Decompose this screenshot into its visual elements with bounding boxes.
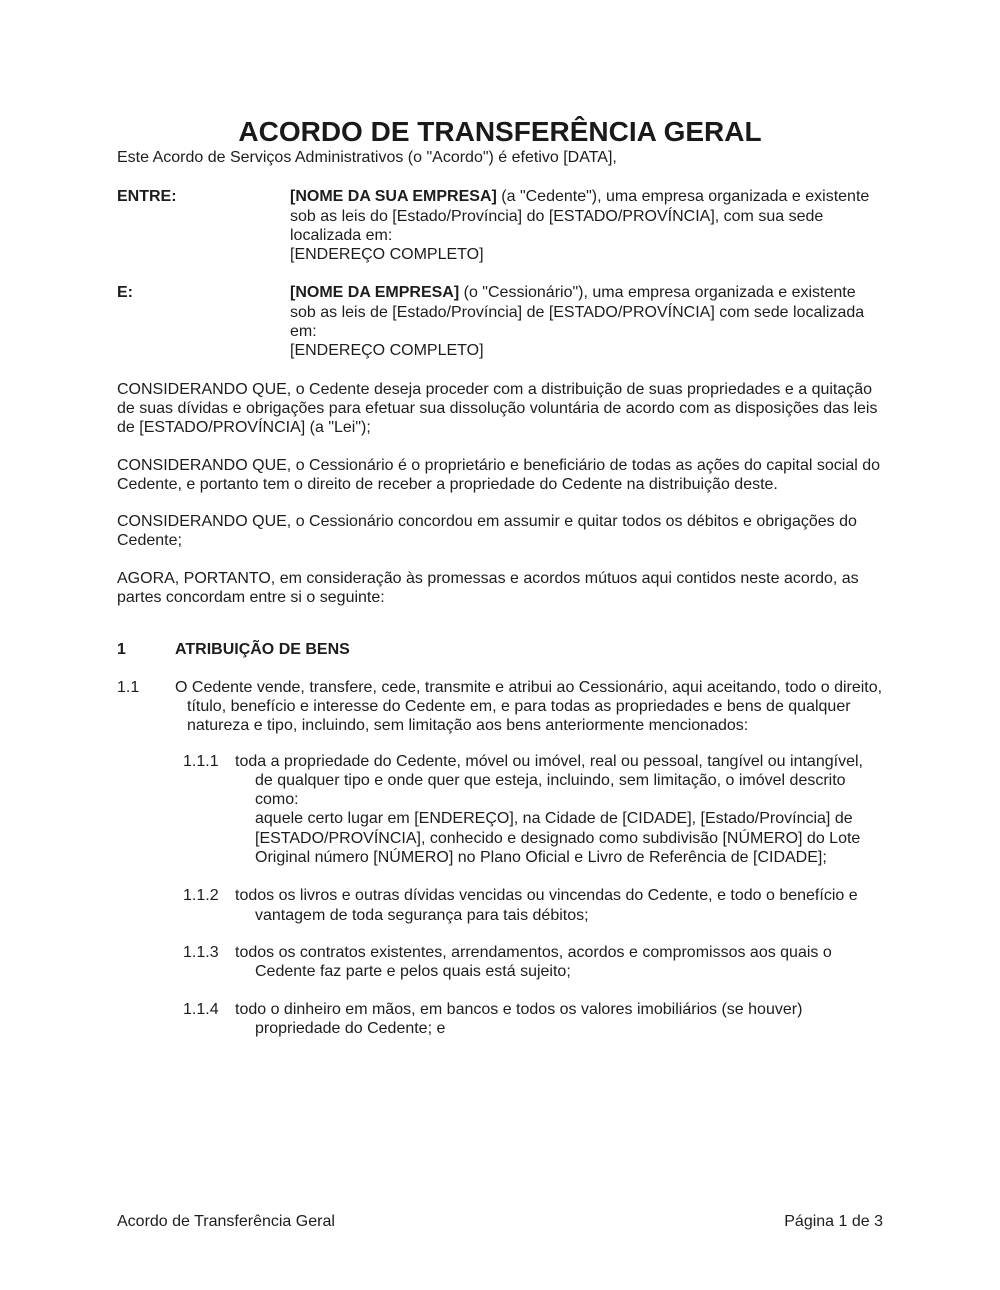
section-number: 1 [117, 641, 126, 659]
subclause-number: 1.1.1 [183, 752, 219, 770]
subclause-number: 1.1.2 [183, 887, 219, 905]
party-label-e: E: [117, 284, 133, 302]
document-title: ACORDO DE TRANSFERÊNCIA GERAL [238, 116, 762, 147]
subclause-1-1-2 [183, 886, 883, 925]
recital-paragraph: CONSIDERANDO QUE, o Cedente deseja proceder com a distribuição de suas propriedades e a quitação de suas dívidas e obrigações para efetuar sua dissolução voluntária de acordo com as disposições das leis de [ESTADO/PROVÍNCIA] (a "Lei"); [117, 380, 878, 437]
party-description: (a "Cedente"), uma empresa organizada e existente sob as leis do [Estado/Província] do [ESTADO/PROVÍNCIA], com sua sede localizada em: [290, 188, 870, 244]
subclause-text: todos os livros e outras dívidas vencidas ou vincendas do Cedente, e todo o benefício e vantagem de toda segurança para tais débitos; [235, 887, 858, 924]
subclause-text: todo o dinheiro em mãos, em bancos e todos os valores imobiliários (se houver) propriedade do Cedente; e [235, 1000, 803, 1037]
party-block-entre [117, 187, 883, 264]
party-text-cedente [290, 187, 883, 245]
party-description: (o "Cessionário"), uma empresa organizada e existente sob as leis de [Estado/Província] de [ESTADO/PROVÍNCIA] com sede localizada em: [290, 284, 865, 341]
subclause-number: 1.1.3 [183, 943, 219, 961]
clause-number: 1.1 [117, 678, 140, 696]
party-block-e [117, 283, 883, 360]
page-footer [117, 1212, 883, 1231]
recital-paragraph: CONSIDERANDO QUE, o Cessionário é o proprietário e beneficiário de todas as ações do capital social do Cedente, e portanto tem o direito de receber a propriedade do Cedente na distribuição deste. [117, 456, 881, 493]
recital-paragraph: AGORA, PORTANTO, em consideração às promessas e acordos mútuos aqui contidos neste acordo, as partes concordam entre si o seguinte: [117, 569, 859, 607]
recital-paragraph: CONSIDERANDO QUE, o Cessionário concordou em assumir e quitar todos os débitos e obrigações do Cedente; [117, 513, 857, 550]
section-title: ATRIBUIÇÃO DE BENS [175, 641, 350, 659]
subclause-1-1-4 [183, 1000, 883, 1039]
subclause-1-1-3 [183, 943, 883, 982]
clause-1-1 [117, 678, 883, 736]
footer-document-title: Acordo de Transferência Geral [117, 1213, 335, 1230]
footer-page-number: Página 1 de 3 [784, 1213, 883, 1230]
subclause-list [183, 752, 883, 1039]
party-label-entre: ENTRE: [117, 188, 177, 206]
subclause-text: todos os contratos existentes, arrendamentos, acordos e compromissos aos quais o Cedente faz parte e pelos quais está sujeito; [235, 943, 832, 981]
subclause-1-1-1 [183, 752, 883, 868]
party-address-cedente: [ENDEREÇO COMPLETO] [290, 246, 484, 264]
subclause-text [235, 752, 883, 868]
party-name-placeholder: [NOME DA SUA EMPRESA] [290, 188, 497, 206]
party-address-cessionario: [ENDEREÇO COMPLETO] [290, 342, 484, 360]
section-1-heading [117, 640, 883, 659]
party-name-placeholder: [NOME DA EMPRESA] [290, 284, 460, 302]
subclause-main-text: toda a propriedade do Cedente, móvel ou imóvel, real ou pessoal, tangível ou intangível, de qualquer tipo e onde quer que esteja, incluindo, sem limitação, o imóvel descrito como: [235, 752, 863, 809]
party-text-cessionario [290, 283, 883, 341]
clause-text: O Cedente vende, transfere, cede, transmite e atribui ao Cessionário, aqui aceitando, todo o direito, título, benefício e interesse do Cedente em, e para todas as propriedades e bens de qualquer natureza e tipo, incluindo, sem limitação aos bens anteriormente mencionados: [175, 678, 883, 735]
subclause-extra-paragraph: aquele certo lugar em [ENDEREÇO], na Cidade de [CIDADE], [Estado/Província] de [ESTADO/PROVÍNCIA], conhecido e designado como subdivisão [NÚMERO] do Lote Original número [NÚMERO] no Plano Oficial e Livro de Referência de [CIDADE]; [255, 810, 861, 867]
intro-paragraph: Este Acordo de Serviços Administrativos (o "Acordo") é efetivo [DATA], [117, 149, 617, 166]
party-body-entre [290, 187, 883, 264]
party-body-e [290, 283, 883, 360]
subclause-number: 1.1.4 [183, 1000, 219, 1018]
